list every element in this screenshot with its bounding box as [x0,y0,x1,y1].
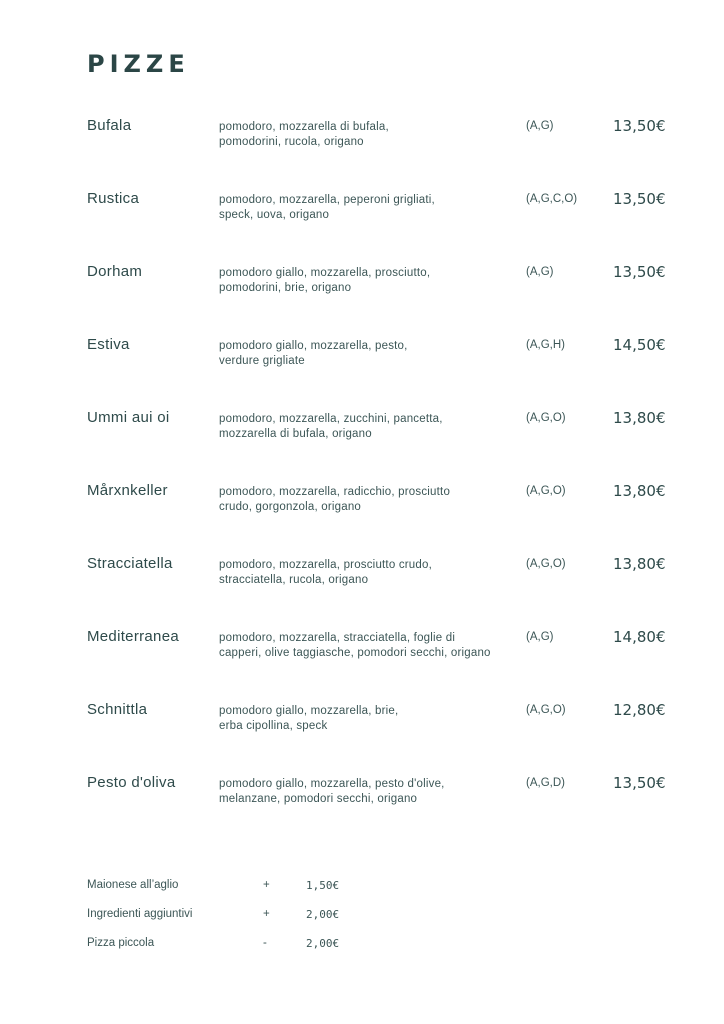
pizza-description [219,339,539,369]
pizza-description [219,193,539,223]
extra-item [87,908,387,937]
extra-item [87,937,387,966]
description-line: crudo, gorgonzola, origano [219,501,362,513]
menu-item [87,774,687,847]
extra-label: Pizza piccola [87,937,155,949]
extra-price: 2,00€ [306,908,340,921]
description-line: melanzane, pomodori secchi, origano [219,793,418,805]
pizza-price: 13,80€ [613,555,666,573]
allergen-codes: (A,G) [526,631,554,643]
allergen-codes: (A,G,C,O) [526,193,578,205]
extra-item [87,879,387,908]
pizza-price: 13,80€ [613,409,666,427]
pizza-price: 12,80€ [613,701,666,719]
extra-sign: + [263,908,270,920]
description-line: verdure grigliate [219,355,305,367]
menu-item [87,117,687,190]
pizza-price: 13,50€ [613,117,666,135]
extra-label: Maionese all’aglio [87,879,179,891]
pizza-description [219,412,539,442]
menu-item [87,190,687,263]
menu-item [87,263,687,336]
description-line: speck, uova, origano [219,209,330,221]
description-line: pomodoro giallo, mozzarella, brie, [219,705,399,717]
pizza-name: Bufala [87,117,132,134]
description-line: pomodoro, mozzarella, stracciatella, foglie di [219,632,456,644]
description-line: pomodoro giallo, mozzarella, pesto, [219,340,408,352]
pizza-name: Ummi aui oi [87,409,170,426]
pizza-description [219,631,539,661]
pizza-price: 13,80€ [613,482,666,500]
pizza-name: Estiva [87,336,130,353]
pizza-description [219,485,539,515]
pizza-price: 14,50€ [613,336,666,354]
allergen-codes: (A,G) [526,266,554,278]
description-line: capperi, olive taggiasche, pomodori secchi, origano [219,647,491,659]
extra-price: 2,00€ [306,937,340,950]
menu-item [87,336,687,409]
allergen-codes: (A,G) [526,120,554,132]
pizza-description [219,777,539,807]
allergen-codes: (A,G,O) [526,485,566,497]
description-line: mozzarella di bufala, origano [219,428,372,440]
pizza-price: 14,80€ [613,628,666,646]
extra-label: Ingredienti aggiuntivi [87,908,193,920]
pizza-price: 13,50€ [613,774,666,792]
pizza-price: 13,50€ [613,263,666,281]
description-line: pomodoro giallo, mozzarella, prosciutto, [219,267,431,279]
pizza-name: Mediterranea [87,628,179,645]
pizza-name: Dorham [87,263,143,280]
menu-item [87,482,687,555]
allergen-codes: (A,G,H) [526,339,565,351]
description-line: stracciatella, rucola, origano [219,574,369,586]
description-line: pomodoro, mozzarella, peperoni grigliati, [219,194,435,206]
pizza-description [219,558,539,588]
extra-sign: - [263,937,267,949]
pizza-name: Pesto d'oliva [87,774,176,791]
pizza-name: Stracciatella [87,555,173,572]
description-line: erba cipollina, speck [219,720,328,732]
page-title: PIZZE [87,50,190,78]
menu-item [87,701,687,774]
pizza-description [219,266,539,296]
description-line: pomodorini, brie, origano [219,282,352,294]
menu-item [87,628,687,701]
description-line: pomodoro, mozzarella, radicchio, prosciutto [219,486,451,498]
pizza-price: 13,50€ [613,190,666,208]
pizza-description [219,120,539,150]
description-line: pomodorini, rucola, origano [219,136,364,148]
allergen-codes: (A,G,O) [526,704,566,716]
menu-item [87,555,687,628]
pizza-name: Schnittla [87,701,148,718]
extra-price: 1,50€ [306,879,340,892]
allergen-codes: (A,G,D) [526,777,565,789]
pizza-name: Mårxnkeller [87,482,168,499]
description-line: pomodoro giallo, mozzarella, pesto d'olive, [219,778,445,790]
pizza-description [219,704,539,734]
extra-sign: + [263,879,270,891]
description-line: pomodoro, mozzarella, prosciutto crudo, [219,559,432,571]
pizza-menu-list [87,117,687,847]
menu-item [87,409,687,482]
description-line: pomodoro, mozzarella, zucchini, pancetta, [219,413,443,425]
extras-list [87,879,387,966]
pizza-name: Rustica [87,190,140,207]
description-line: pomodoro, mozzarella di bufala, [219,121,389,133]
allergen-codes: (A,G,O) [526,558,566,570]
allergen-codes: (A,G,O) [526,412,566,424]
